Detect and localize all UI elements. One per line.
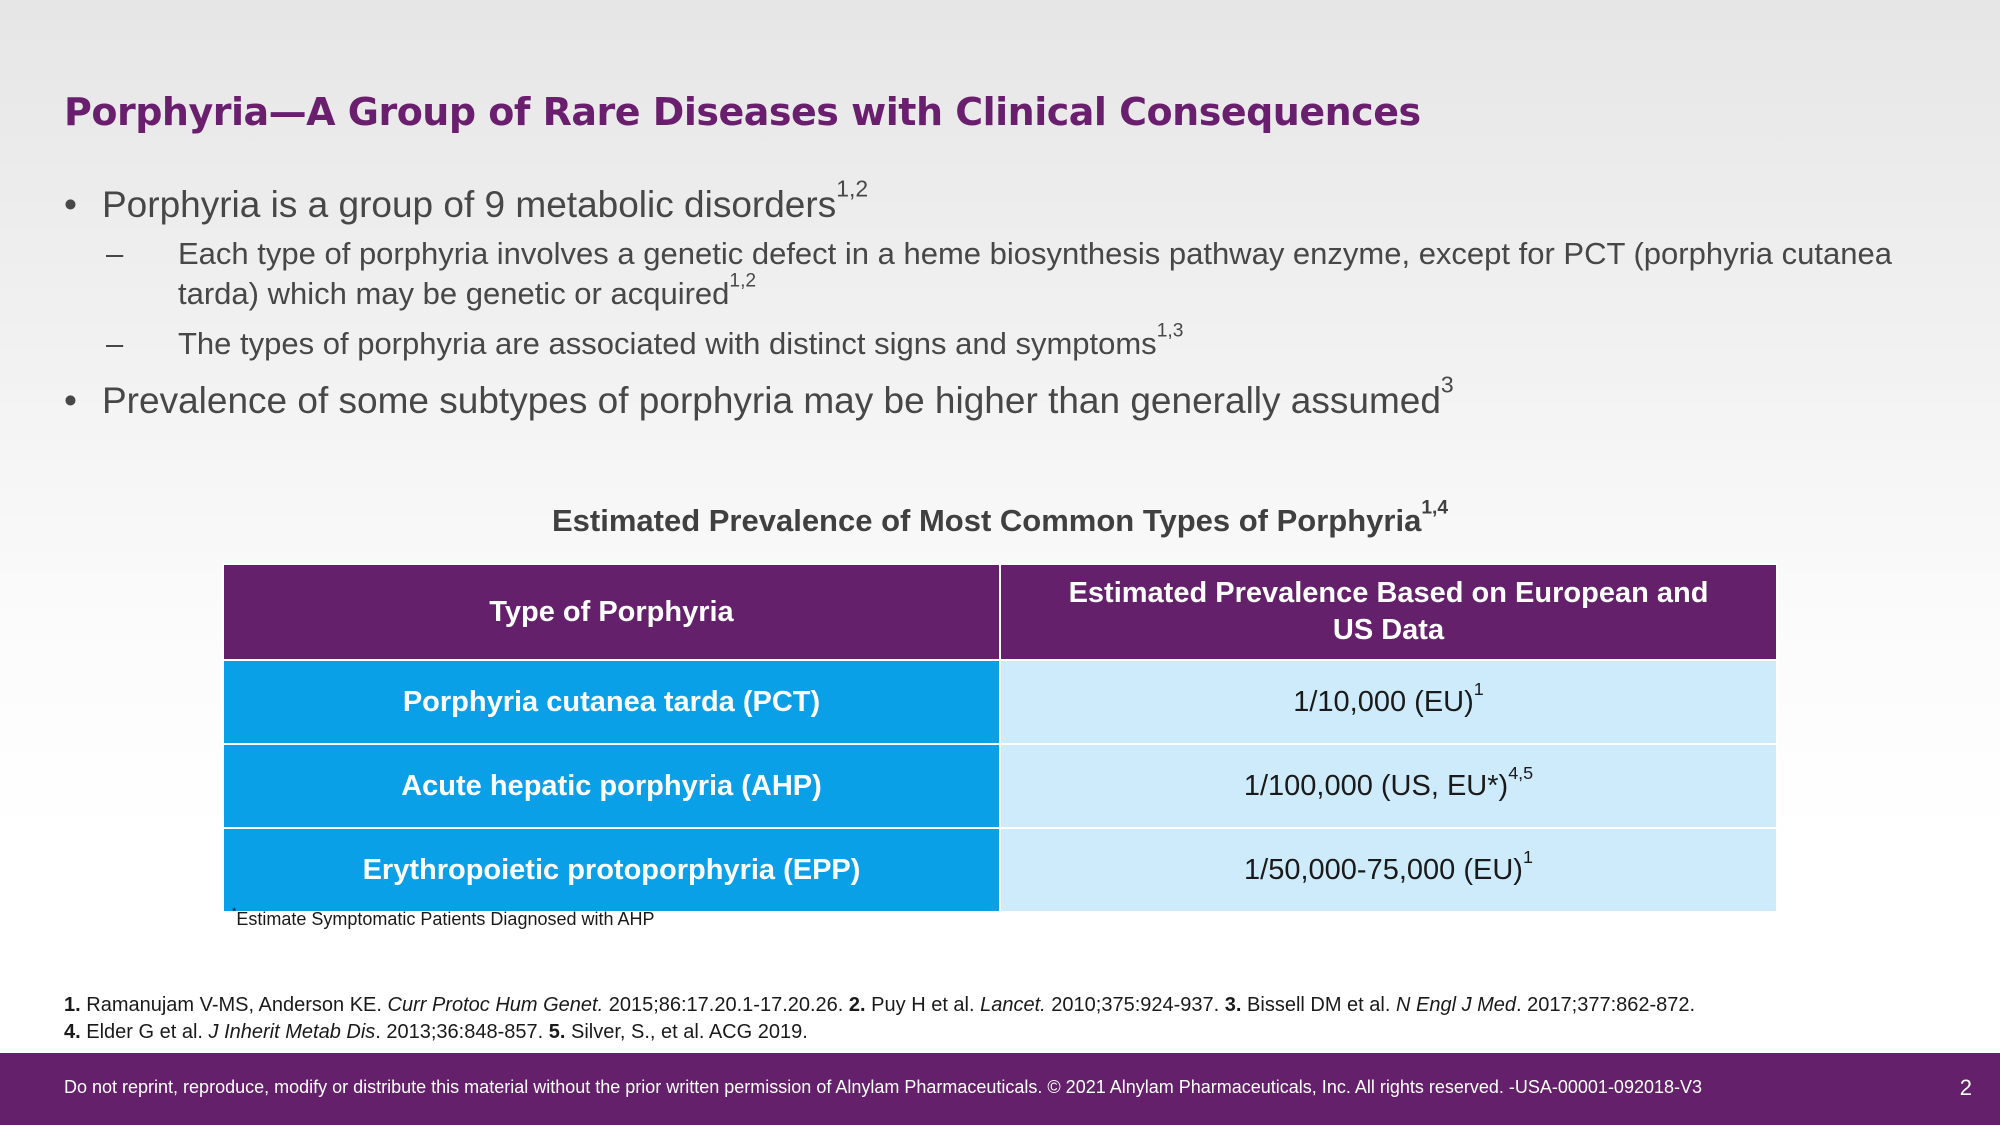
references-line-2 [64, 1019, 1695, 1046]
column-header-type: Type of Porphyria [223, 564, 1000, 660]
ref-journal: J Inherit Metab Dis [208, 1021, 376, 1043]
column-header-prevalence [1000, 564, 1777, 660]
citation-sup: 1,4 [1421, 497, 1449, 519]
bullet-dot-icon: • [64, 184, 77, 225]
ref-number: 1. [64, 994, 81, 1016]
type-cell: Erythropoietic protoporphyria (EPP) [223, 828, 1000, 912]
ref-number: 2. [848, 994, 866, 1016]
table-row [223, 660, 1777, 744]
slide-title: Porphyria—A Group of Rare Diseases with Clinical Consequences [64, 90, 1421, 134]
citation-sup: 1 [1473, 678, 1484, 699]
sub-bullet-item [104, 320, 1944, 364]
ref-number: 3. [1224, 994, 1242, 1016]
ref-journal: Curr Protoc Hum Genet. [387, 994, 604, 1016]
table-title [0, 497, 2000, 539]
bullet-text: Porphyria is a group of 9 metabolic disorders [102, 184, 837, 225]
citation-sup: 4,5 [1508, 762, 1534, 783]
sub-bullet-item [104, 234, 1944, 314]
sub-bullet-dash-icon: – [106, 326, 124, 361]
bullet-item [64, 371, 1944, 424]
ref-journal: N Engl J Med [1395, 994, 1517, 1016]
ref-detail: . 2017;377:862-872. [1516, 994, 1696, 1016]
citation-sup: 3 [1440, 371, 1454, 398]
bullet-item [64, 175, 1944, 228]
footer-disclaimer: Do not reprint, reproduce, modify or distribute this material without the prior written permission of Alnylam Pharmaceuticals. © 2021 Alnylam Pharmaceuticals, Inc. All rights reserved. -USA-00001-092018-V3 [64, 1077, 1703, 1097]
prevalence-value: 1/50,000-75,000 (EU) [1244, 853, 1523, 886]
references [64, 992, 1695, 1046]
table-header-row [223, 564, 1777, 660]
table-footnote [232, 905, 655, 930]
ref-detail: 2010;375:924-937. [1051, 994, 1220, 1016]
ref-detail: 2015;86:17.20.1-17.20.26. [608, 994, 844, 1016]
ref-authors: Ramanujam V-MS, Anderson KE. [86, 994, 382, 1016]
references-line-1 [64, 992, 1695, 1019]
sub-bullet-text: Each type of porphyria involves a genetic defect in a heme biosynthesis pathway enzyme, except for PCT (porphyria cutanea tarda) which may be genetic or acquired [178, 236, 1892, 311]
page-number: 2 [1959, 1075, 1972, 1100]
prevalence-cell [1000, 744, 1777, 828]
prevalence-cell [1000, 828, 1777, 912]
citation-sup: 1,2 [729, 270, 757, 292]
type-cell: Acute hepatic porphyria (AHP) [223, 744, 1000, 828]
bullet-text: Prevalence of some subtypes of porphyria may be higher than generally assumed [102, 380, 1441, 421]
ref-authors: Elder G et al. [86, 1021, 203, 1043]
prevalence-value: 1/100,000 (US, EU*) [1243, 769, 1509, 802]
ref-detail: . 2013;36:848-857. [375, 1021, 544, 1043]
prevalence-value: 1/10,000 (EU) [1293, 685, 1474, 718]
footnote-mark: * [232, 905, 237, 918]
bullet-list [64, 175, 1944, 424]
table-row [223, 744, 1777, 828]
bullet-dot-icon: • [64, 380, 77, 421]
citation-sup: 1,2 [836, 175, 869, 202]
sub-bullet-text: The types of porphyria are associated with distinct signs and symptoms [178, 326, 1157, 361]
ref-authors: Bissell DM et al. [1247, 994, 1391, 1016]
citation-sup: 1 [1522, 846, 1533, 867]
column-header-prevalence-text: Estimated Prevalence Based on European and US Data [1068, 577, 1709, 646]
table-row [223, 828, 1777, 912]
sub-bullet-dash-icon: – [106, 236, 124, 271]
ref-authors: Puy H et al. [871, 994, 975, 1016]
citation-sup: 1,3 [1156, 320, 1184, 342]
footnote-text: Estimate Symptomatic Patients Diagnosed with AHP [236, 909, 655, 929]
prevalence-table [222, 563, 1778, 913]
ref-number: 4. [64, 1021, 81, 1043]
table-title-text: Estimated Prevalence of Most Common Types of Porphyria [551, 503, 1422, 538]
ref-authors: Silver, S., et al. ACG 2019. [571, 1021, 808, 1043]
prevalence-cell [1000, 660, 1777, 744]
ref-journal: Lancet. [980, 994, 1046, 1016]
ref-number: 5. [548, 1021, 566, 1043]
footer-bar [0, 1053, 2000, 1125]
type-cell: Porphyria cutanea tarda (PCT) [223, 660, 1000, 744]
